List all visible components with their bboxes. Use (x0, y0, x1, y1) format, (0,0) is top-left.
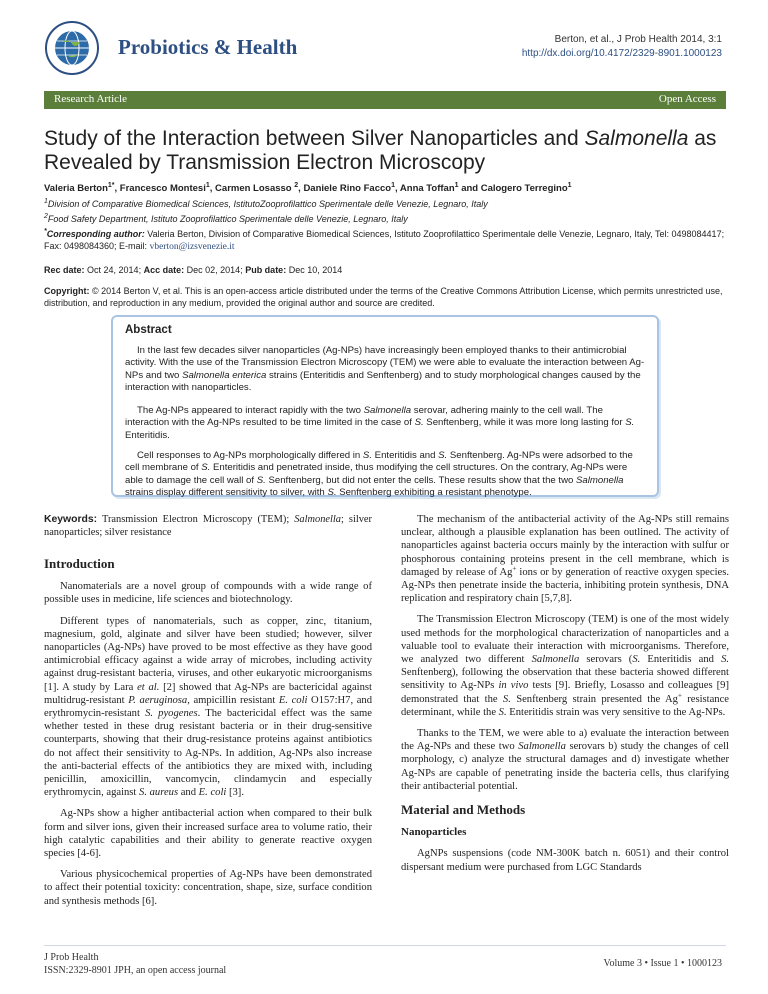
subsection-heading-nanoparticles: Nanoparticles (401, 826, 467, 839)
section-heading-methods: Material and Methods (401, 802, 526, 818)
author: Francesco Montesi (119, 183, 206, 194)
email-link[interactable]: vberton@izsvenezie.it (149, 242, 235, 252)
keywords: Keywords: Transmission Electron Microscopy (TEM); Salmonella; silver nanoparticles; silver resistance (44, 514, 372, 538)
author: Valeria Berton (44, 183, 108, 194)
accepted-label: Acc date: (143, 265, 185, 275)
body-paragraph: Thanks to the TEM, we were able to a) evaluate the interaction between the Ag-NPs and these two Salmonella serovars b) study the changes of cell morphology, c) analyze the structural damages and d) investigate whether Ag-NPs are capable of penetrating inside the bacteria cells, thus clarifying their antibacterial potential. (401, 728, 730, 792)
article-type: Research Article (54, 93, 127, 105)
footer-volume: Volume 3 • Issue 1 • 1000123 (603, 958, 722, 969)
body-paragraph: The Transmission Electron Microscopy (TEM) is one of the most widely used methods for the morphological characterization of nanoparticles and a valuable tool to evaluate their interaction with microorganisms. Therefore, we analyzed two different Salmonella serovars (S. Enteritidis and S. Senftenberg), following the observation that these bacteria showed different sensitivity to Ag-NPs in vivo tests [9]. Briefly, Losasso and colleagues [9] demonstrated that the S. Senftenberg strain presented the Ag+ resistance determinant, while the S. Enteritidis strain was very sensitive to the Ag-NPs. (401, 614, 730, 718)
author-sup: 1* (107, 181, 115, 189)
received-label: Rec date: (44, 265, 85, 275)
author-sup: 1 (205, 181, 210, 189)
body-paragraph: Ag-NPs show a higher antibacterial action when compared to their bulk form and silver ions, given their increased surface area to volume ratio, their high catalytic capabilities and their ability to generate reactive oxygen species [4-6]. (44, 808, 372, 860)
body-paragraph: Various physicochemical properties of Ag-NPs have been demonstrated to affect their potential toxicity: concentration, shape, size, surface condition and synthesis methods [6]. (44, 869, 372, 907)
abstract-paragraph: Cell responses to Ag-NPs morphologically differed in S. Enteritidis and S. Senftenberg. Ag-NPs were adsorbed to the cell membrane of S. Enteritidis and penetrated inside, thus modifying the cell structures. On the contrary, Ag-NPs were able to damage the cell wall of S. Senftenberg, but did not enter the cells. These results show that the two Salmonella strains display different sensitivity to silver, with S. Senftenberg exhibiting a resistant phenotype. (125, 450, 633, 499)
citation-block (522, 33, 722, 61)
abstract-paragraph: In the last few decades silver nanoparticles (Ag-NPs) have increasingly been employed thanks to their antimicrobial activity. With the use of the Transmission Electron Microscopy (TEM) we were able to evaluate the interaction between Ag-NPs and two Salmonella enterica strains (Enteritidis and Senftenberg) and to study morphological changes caused by the interaction with nanoparticles. (125, 345, 645, 394)
corresponding-text: Valeria Berton, Division of Comparative Biomedical Sciences, Istituto Zooprofilattico Sperimentale delle Venezie, Legnaro, Italy, Tel: 0498084417; Fax: 0498084360; E-mail: (44, 229, 725, 251)
keywords-label: Keywords: (44, 514, 98, 525)
author-sup: 1 (454, 181, 459, 189)
article-banner (44, 91, 726, 109)
section-heading-introduction: Introduction (44, 556, 115, 571)
affiliation-2 (44, 214, 734, 224)
affiliation-sup: 1 (44, 198, 48, 205)
abstract-heading: Abstract (125, 324, 172, 336)
footer-issn: ISSN:2329-8901 JPH, an open access journal (44, 965, 227, 976)
author-sup: 2 (294, 181, 299, 189)
body-paragraph: Different types of nanomaterials, such as copper, zinc, titanium, magnesium, gold, alginate and silver have been studied; however, silver nanoparticles (Ag-NPs) have proved to be most effective as they have good antimicrobial efficacy against a wide array of microbes, including activity against drug-resistant bacteria, viruses, and other eukaryotic microorganisms [1]. A study by Lara et al. [2] showed that Ag-NPs are bactericidal against multidrug-resistant P. aeruginosa, ampicillin resistant E. coli O157:H7, and erythromycin-resistant S. pyogenes. The bactericidal effect was the same whether tested in these drug resistant bacteria or in their drug-sensitive counterparts, showing that their drug-resistance proteins against antibiotics do not affect their sensitivity to Ag-NPs. In addition, Ag-NPs also increase the anti-bacterial effects of the antibiotics they are mixed with, including penicillin, amoxicillin, vancomycin, clindamycin and especially erythromycin, against S. aureus and E. coli [3]. (44, 615, 373, 799)
corresponding-label: Corresponding author: (46, 229, 145, 239)
open-access-label: Open Access (658, 93, 716, 105)
accepted-date: Dec 02, 2014; (186, 265, 243, 275)
author: Anna Toffan (399, 183, 455, 194)
author-sup: 1 (567, 181, 572, 189)
body-paragraph: Nanomaterials are a novel group of compounds with a wide range of possible uses in medicine, life sciences and biotechnology. (44, 581, 372, 606)
author: Carmen Losasso (215, 183, 292, 194)
author-list: Valeria Berton$^{1*}$, Francesco Montesi$^1$, Carmen Losasso $^2$, Daniele Rino Facco$^1$, Anna Toffan$^1$ and Calogero Terregino$^1$ (44, 181, 572, 194)
published-label: Pub date: (245, 265, 287, 275)
corresponding-author (44, 228, 734, 253)
footer-divider (44, 945, 726, 946)
citation-line: Berton, et al., J Prob Health 2014, 3:1 (554, 34, 722, 45)
doi-link[interactable]: http://dx.doi.org/10.4172/2329-8901.1000123 (521, 48, 722, 59)
footer-journal-info (44, 951, 226, 977)
article-title (44, 127, 734, 175)
article-dates (44, 265, 342, 275)
affiliation-text: Division of Comparative Biomedical Sciences, IstitutoZooprofilattico Sperimentale delle Venezie, Legnaro, Italy (47, 199, 488, 209)
author-separator: and (461, 183, 479, 194)
copyright-notice (44, 285, 730, 309)
copyright-text: © 2014 Berton V, et al. This is an open-access article distributed under the terms of the Creative Commons Attribution License, which permits unrestricted use, distribution, and reproduction in any medium, provided the original author and source are credited. (44, 286, 723, 308)
author-sup: 1 (391, 181, 395, 189)
abstract-paragraph: The Ag-NPs appeared to interact rapidly with the two Salmonella serovar, adhering mainly to the cell wall. The interaction with the Ag-NPs resulted to be time limited in the case of S. Senftenberg, while it was more long lasting for S. Enteritidis. (125, 405, 635, 441)
title-text: Study of the Interaction between Silver Nanoparticles and (44, 127, 585, 150)
title-text-end: as Revealed by Transmission Electron Microscopy (44, 127, 717, 174)
corresponding-sup: * (44, 228, 47, 235)
received-date: Oct 24, 2014; (87, 265, 142, 275)
left-column (44, 513, 372, 916)
abstract-box (111, 315, 659, 497)
body-paragraph: The mechanism of the antibacterial activity of the Ag-NPs still remains unclear, although a plausible explanation has been outlined. The activity of nanoparticles against bacteria occurs mainly by the interaction with sulfur or phosphorous containing proteins present in the cell membrane, which is damaged by release of Ag+ ions or by generation of reactive oxygen species. Ag-NPs then penetrate inside the bacteria, inhibiting protein synthesis, DNA replication and respiratory chain [5,7,8]. (401, 514, 730, 605)
body-paragraph: AgNPs suspensions (code NM-300K batch n. 6051) and their control dispersant medium were purchased from LGC Standards (401, 848, 729, 873)
affiliation-text: Food Safety Department, Istituto Zooprofilattico Sperimentale delle Venezie, Legnaro, Italy (47, 214, 408, 224)
globe-logo-icon (44, 20, 100, 76)
journal-name: Probiotics & Health (118, 35, 298, 59)
right-column (401, 513, 729, 882)
affiliation-1 (44, 199, 734, 209)
author: Calogero Terregino (480, 183, 568, 194)
affiliation-sup: 2 (44, 213, 48, 220)
author: Daniele Rino Facco (303, 183, 392, 194)
copyright-label: Copyright: (44, 286, 90, 296)
footer-journal: J Prob Health (44, 952, 99, 963)
published-date: Dec 10, 2014 (288, 265, 343, 275)
title-italic: Salmonella (584, 127, 689, 150)
